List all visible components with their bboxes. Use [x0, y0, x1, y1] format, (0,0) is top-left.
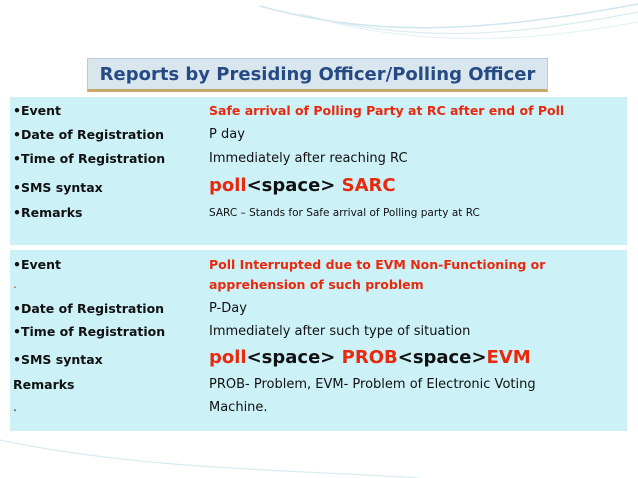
row-event: [10, 103, 627, 123]
row-event: [10, 257, 627, 277]
remarks-value-line2: Machine.: [209, 400, 268, 415]
page-title-box: [87, 58, 548, 92]
sms-space: <space>: [246, 347, 336, 368]
report-panel-prob-evm: [10, 250, 627, 431]
remarks-bullet: .: [13, 400, 17, 414]
row-time: [10, 151, 627, 171]
date-value: P-Day: [209, 301, 247, 316]
sms-space: <space>: [246, 175, 336, 196]
sms-code-2: EVM: [486, 347, 531, 368]
event-value-line2: apprehension of such problem: [209, 277, 424, 292]
event-label: •Event: [13, 103, 62, 118]
sms-poll: poll: [209, 175, 247, 196]
row-remarks-cont: [10, 400, 627, 420]
row-time: [10, 324, 627, 344]
time-label: •Time of Registration: [13, 324, 166, 339]
sms-code: SARC: [335, 175, 396, 196]
time-value: Immediately after such type of situation: [209, 324, 471, 339]
event-label: •Event: [13, 257, 62, 272]
event-value-line1: Poll Interrupted due to EVM Non-Functioning or: [209, 257, 546, 272]
row-remarks: [10, 205, 627, 225]
row-remarks: [10, 377, 627, 397]
time-value: Immediately after reaching RC: [209, 151, 408, 166]
row-event-cont: [10, 277, 627, 297]
sms-label: •SMS syntax: [13, 352, 103, 367]
remarks-value-line1: PROB- Problem, EVM- Problem of Electronic Voting: [209, 377, 536, 392]
time-label: •Time of Registration: [13, 151, 166, 166]
date-label: •Date of Registration: [13, 127, 165, 142]
report-panel-sarc: [10, 97, 627, 245]
date-value: P day: [209, 127, 245, 142]
sms-space-2: <space>: [397, 347, 487, 368]
sms-code: PROB: [335, 347, 398, 368]
sms-label: •SMS syntax: [13, 180, 103, 195]
row-sms: [10, 347, 627, 373]
sms-poll: poll: [209, 347, 247, 368]
event-bullet: .: [13, 277, 17, 291]
sms-syntax: [209, 347, 531, 368]
row-date: [10, 301, 627, 321]
date-label: •Date of Registration: [13, 301, 165, 316]
sms-syntax: [209, 175, 396, 196]
page-title: Reports by Presiding Officer/Polling Officer: [99, 63, 536, 85]
remarks-label: Remarks: [13, 377, 75, 392]
row-sms: [10, 175, 627, 201]
remarks-value: SARC – Stands for Safe arrival of Polling party at RC: [209, 207, 480, 219]
remarks-label: •Remarks: [13, 205, 83, 220]
row-date: [10, 127, 627, 147]
event-value: Safe arrival of Polling Party at RC after end of Poll: [209, 103, 565, 118]
